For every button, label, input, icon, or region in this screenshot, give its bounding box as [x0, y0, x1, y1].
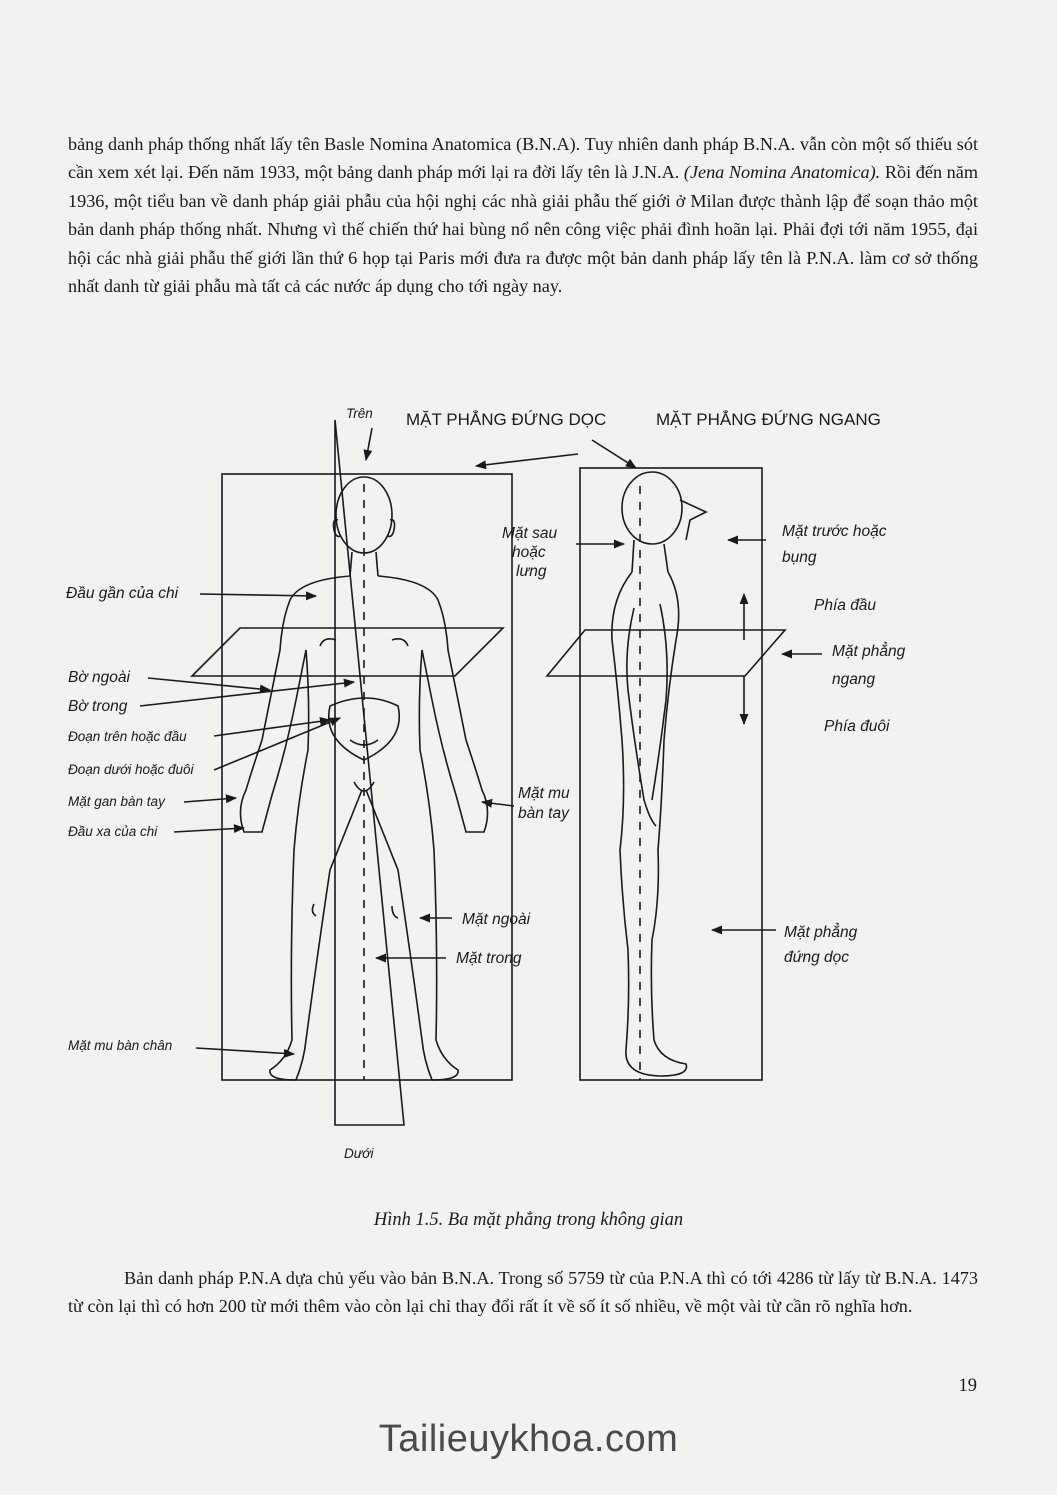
arrow-doan-duoi: [214, 718, 340, 770]
label-mat-truoc-2: bụng: [782, 549, 817, 566]
label-mat-phang-dung-doc-top: MẶT PHẲNG ĐỨNG DỌC: [406, 410, 607, 429]
label-mat-phang-dung-doc-1: Mặt phẳng: [784, 924, 858, 941]
label-bo-trong: Bờ trong: [68, 698, 128, 715]
paragraph-1-italic: (Jena Nomina Anatomica).: [683, 162, 881, 183]
label-dau-xa-cua-chi: Đầu xa của chi: [68, 824, 158, 839]
label-mat-phang-dung-ngang-top: MẶT PHẲNG ĐỨNG NGANG: [656, 410, 881, 429]
arrow-mat-gan: [184, 798, 236, 802]
paragraph-1: [68, 130, 978, 300]
label-mat-ngoai: Mặt ngoài: [462, 911, 531, 928]
label-mat-phang-ngang-1: Mặt phẳng: [832, 643, 906, 660]
label-mat-gan-ban-tay: Mặt gan bàn tay: [68, 794, 165, 809]
label-tren: Trên: [346, 406, 373, 421]
label-dau-gan-cua-chi: Đầu gần của chi: [66, 585, 179, 602]
frontal-plane-left: [222, 474, 512, 1080]
arrow-dau-gan: [200, 594, 316, 596]
paragraph-2: Bản danh pháp P.N.A dựa chủ yếu vào bản B.N.A. Trong số 5759 từ của P.N.A thì có tới 4286 từ lấy từ B.N.A. 1473 từ còn lại thì có hơn 200 từ mới thêm vào còn lại chỉ thay đổi rất ít về số ít số nhiều, về một vài từ cần rõ nghĩa hơn.: [68, 1268, 978, 1317]
watermark: Tailieuykhoa.com: [378, 1418, 679, 1460]
label-duoi: Dưới: [344, 1146, 374, 1161]
label-mat-trong: Mặt trong: [456, 950, 522, 967]
arrow-bo-ngoai: [148, 678, 270, 690]
paragraph-1-text-b: Rồi đến năm 1936, một tiểu ban về danh pháp giải phẫu của hội nghị các nhà giải phẫu thế giới ở Milan được thành lập để soạn thảo một bản danh pháp thống nhất. Nhưng vì thế chiến thứ hai bùng nổ nên công việc phải đình hoãn lại. Phải đợi tới năm 1955, đại hội các nhà giải phẫu thế giới lần thứ 6 họp tại Paris mới đưa ra được một bản danh pháp lấy tên là P.N.A. làm cơ sở thống nhất danh từ giải phẫu mà tất cả các nước áp dụng cho tới ngày nay.: [68, 162, 978, 297]
label-mat-truoc-1: Mặt trước hoặc: [782, 523, 887, 540]
arrow-dau-xa: [174, 828, 244, 832]
label-mat-sau-3: lưng: [516, 563, 547, 580]
horizontal-plane-left: [192, 628, 503, 676]
arrow-mat-mu-chan: [196, 1048, 294, 1054]
label-mat-phang-dung-doc-2: đứng dọc: [784, 949, 849, 966]
label-mat-mu-ban-chan: Mặt mu bàn chân: [68, 1038, 173, 1053]
label-phia-dau: Phía đầu: [814, 597, 877, 614]
label-doan-tren: Đoạn trên hoặc đầu: [68, 729, 187, 744]
label-phia-duoi: Phía đuôi: [824, 718, 890, 735]
page-number: 19: [958, 1376, 977, 1396]
human-side-body: [612, 472, 706, 1076]
label-mat-phang-ngang-2: ngang: [832, 671, 876, 688]
anatomy-planes-figure: [0, 390, 1057, 1190]
arrow-tren: [366, 428, 372, 460]
arrow-bo-trong: [140, 682, 354, 706]
label-bo-ngoai: Bờ ngoài: [68, 669, 130, 686]
frontal-plane-right: [580, 468, 762, 1080]
label-mat-sau-2: hoặc: [512, 544, 546, 561]
figure-caption: Hình 1.5. Ba mặt phẳng trong không gian: [373, 1210, 684, 1230]
arrow-to-sagittal: [476, 454, 578, 466]
label-doan-duoi: Đoạn dưới hoặc đuôi: [68, 762, 194, 777]
arrow-doan-tren: [214, 720, 330, 736]
label-mat-mu-ban-tay-2: bàn tay: [518, 805, 569, 822]
arrow-to-frontal: [592, 440, 636, 468]
paragraph-1-text-a: bảng danh pháp thống nhất lấy tên Basle Nomina Anatomica (B.N.A). Tuy nhiên danh pháp B.N.A. vẫn còn một số thiếu sót cần xem xét lại. Đến năm 1933, một bảng danh pháp mới lại ra đời lấy tên là J.N.A.: [68, 134, 978, 183]
label-mat-mu-ban-tay-1: Mặt mu: [518, 785, 570, 802]
label-mat-sau-1: Mặt sau: [502, 525, 558, 542]
sagittal-plane-left: [335, 420, 404, 1125]
